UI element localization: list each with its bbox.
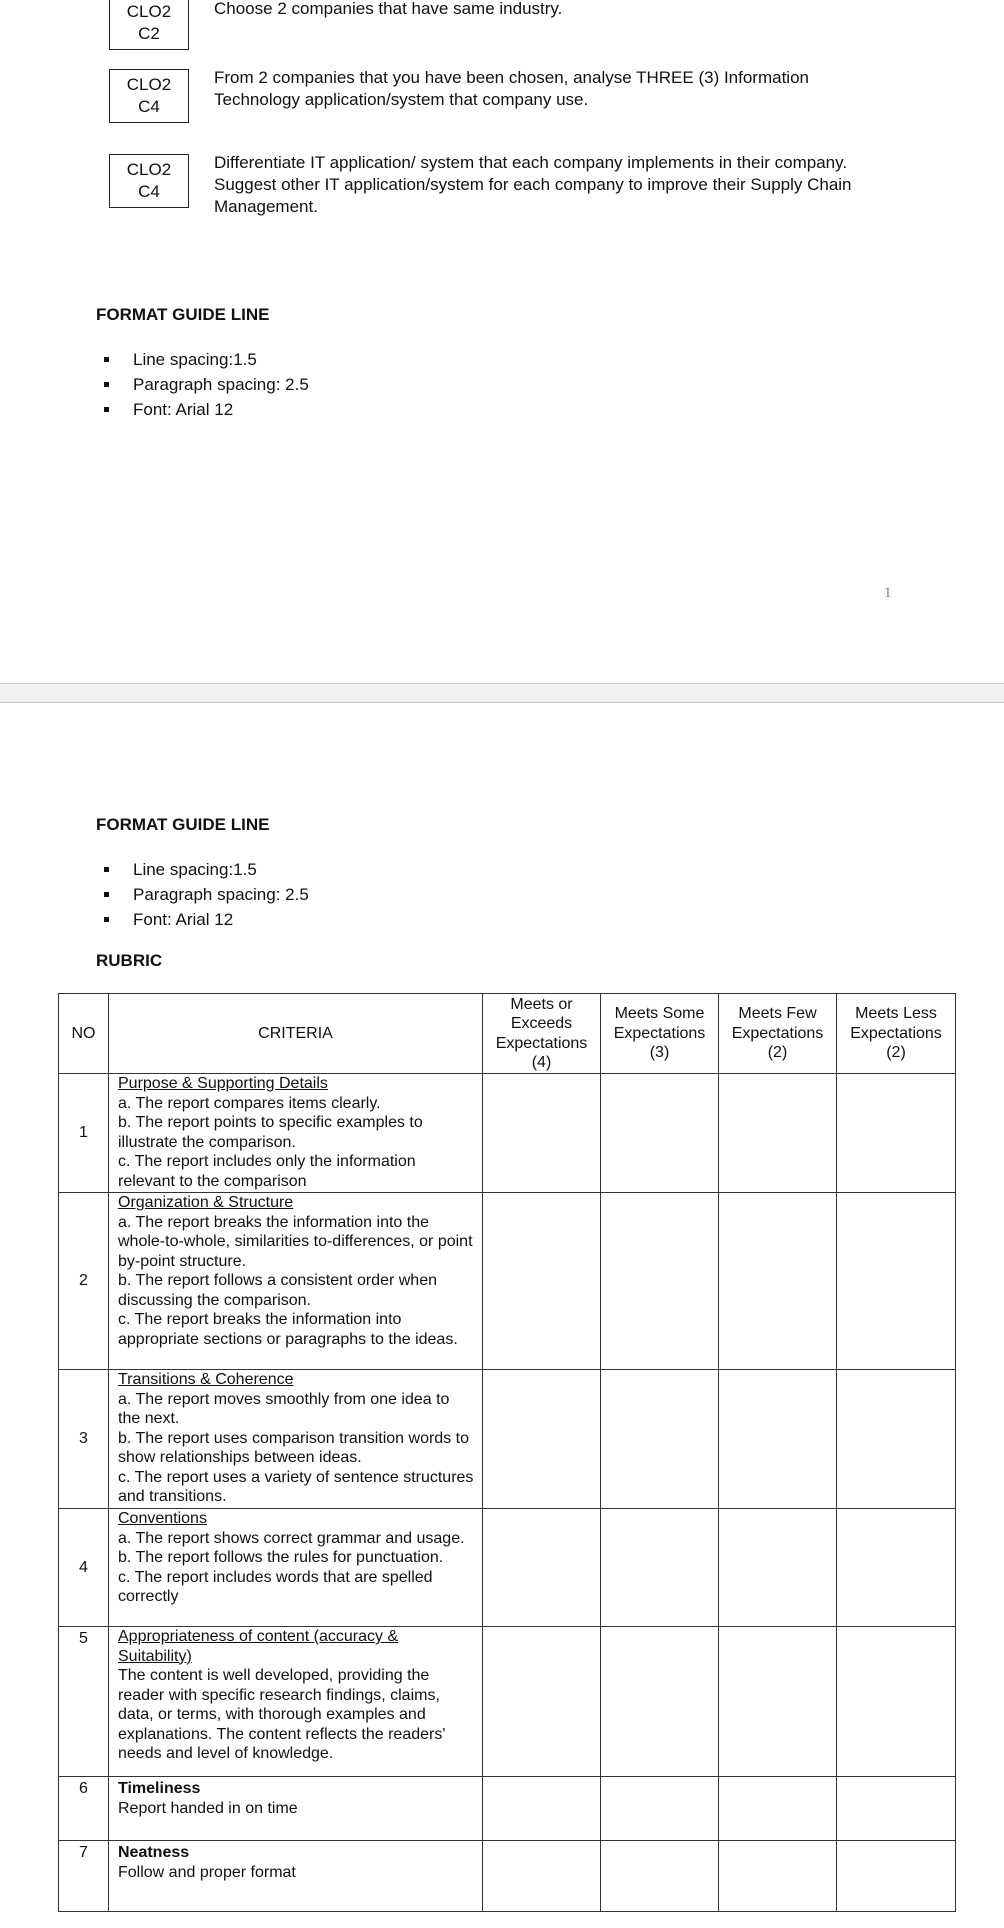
criteria-line: The content is well developed, providing the reader with specific research findings, claims, data, or terms, with thorough examples and explanations. The content reflects the readers' needs and level of knowledge. — [118, 1667, 446, 1762]
page-separator — [0, 683, 1004, 703]
criteria-title: Purpose & Supporting Details — [118, 1075, 328, 1092]
criteria-line: c. The report breaks the information into appropriate sections or paragraphs to the ideas. — [118, 1311, 458, 1348]
criteria-line: a. The report moves smoothly from one idea to the next. — [118, 1390, 450, 1427]
criteria-cell — [109, 1509, 483, 1627]
criteria-line: b. The report points to specific examples to illustrate the comparison. — [118, 1114, 423, 1151]
score-cell[interactable] — [837, 1370, 956, 1509]
row-number: 1 — [59, 1074, 109, 1193]
score-cell[interactable] — [601, 1509, 719, 1627]
score-cell[interactable] — [483, 1777, 601, 1841]
score-cell[interactable] — [483, 1509, 601, 1627]
clo-level: C4 — [138, 182, 160, 201]
row-number: 5 — [59, 1627, 109, 1777]
score-cell[interactable] — [483, 1074, 601, 1193]
clo-code: CLO2 — [126, 2, 172, 21]
table-row — [59, 1370, 956, 1509]
score-cell[interactable] — [719, 1777, 837, 1841]
clo-description-line: Differentiate IT application/ system that each company implements in their company. — [214, 153, 848, 172]
table-row — [59, 1777, 956, 1841]
criteria-cell — [109, 1193, 483, 1370]
clo-code: CLO2 — [126, 75, 172, 94]
clo-description-line: From 2 companies that you have been chosen, analyse THREE (3) Information Technology application/system that company use. — [214, 68, 809, 109]
criteria-cell — [109, 1627, 483, 1777]
criteria-line: b. The report follows the rules for punctuation. — [118, 1549, 444, 1566]
score-cell[interactable] — [719, 1627, 837, 1777]
header-meets-less: Meets Less Expectations (2) — [837, 994, 956, 1074]
list-item: Font: Arial 12 — [100, 397, 309, 422]
score-cell[interactable] — [837, 1074, 956, 1193]
format-guide-list — [100, 347, 309, 422]
format-guide-heading: FORMAT GUIDE LINE — [96, 815, 270, 834]
criteria-title: Appropriateness of content (accuracy & Suitability) — [118, 1628, 399, 1665]
criteria-line: c. The report includes only the information relevant to the comparison — [118, 1153, 416, 1190]
score-cell[interactable] — [719, 1509, 837, 1627]
score-cell[interactable] — [719, 1370, 837, 1509]
score-cell[interactable] — [483, 1370, 601, 1509]
table-row — [59, 1841, 956, 1912]
score-cell[interactable] — [837, 1777, 956, 1841]
row-number: 6 — [59, 1777, 109, 1841]
document-page-1 — [0, 0, 1004, 683]
document-page-2 — [0, 703, 1004, 1928]
score-cell[interactable] — [601, 1627, 719, 1777]
clo-description — [214, 0, 894, 20]
header-meets-few: Meets Few Expectations (2) — [719, 994, 837, 1074]
clo-level: C2 — [138, 24, 160, 43]
format-guide-heading: FORMAT GUIDE LINE — [96, 305, 270, 324]
criteria-line: b. The report uses comparison transition words to show relationships between ideas. — [118, 1429, 469, 1466]
header-meets-or-exceeds: Meets or Exceeds Expectations (4) — [483, 994, 601, 1074]
row-number: 2 — [59, 1193, 109, 1370]
criteria-title: Neatness — [118, 1844, 190, 1861]
score-cell[interactable] — [483, 1841, 601, 1912]
score-cell[interactable] — [601, 1074, 719, 1193]
criteria-line: Report handed in on time — [118, 1799, 298, 1817]
clo-description-line: Choose 2 companies that have same industry. — [214, 0, 563, 18]
criteria-cell — [109, 1777, 483, 1841]
score-cell[interactable] — [719, 1193, 837, 1370]
clo-description-line: Suggest other IT application/system for each company to improve their Supply Chain Management. — [214, 175, 852, 216]
row-number: 3 — [59, 1370, 109, 1509]
clo-level: C4 — [138, 97, 160, 116]
criteria-line: Follow and proper format — [118, 1863, 296, 1881]
row-number: 7 — [59, 1841, 109, 1912]
clo-description — [214, 67, 894, 111]
list-item: Paragraph spacing: 2.5 — [100, 882, 309, 907]
score-cell[interactable] — [719, 1074, 837, 1193]
rubric-heading: RUBRIC — [96, 951, 163, 970]
criteria-line: a. The report breaks the information into the whole-to-whole, similarities to-differences, or point by-point structure. — [118, 1213, 473, 1270]
row-number: 4 — [59, 1509, 109, 1627]
table-row — [59, 1627, 956, 1777]
score-cell[interactable] — [601, 1193, 719, 1370]
criteria-title: Conventions — [118, 1510, 207, 1527]
score-cell[interactable] — [601, 1370, 719, 1509]
clo-code-box — [109, 0, 189, 50]
criteria-cell — [109, 1370, 483, 1509]
score-cell[interactable] — [837, 1509, 956, 1627]
clo-description — [214, 152, 894, 218]
criteria-line: b. The report follows a consistent order when discussing the comparison. — [118, 1272, 437, 1309]
list-item: Font: Arial 12 — [100, 907, 309, 932]
score-cell[interactable] — [719, 1841, 837, 1912]
header-no: NO — [59, 994, 109, 1074]
clo-code-box — [109, 69, 189, 123]
rubric-table — [58, 993, 956, 1912]
list-item: Paragraph spacing: 2.5 — [100, 372, 309, 397]
clo-code-box — [109, 154, 189, 208]
list-item: Line spacing:1.5 — [100, 347, 309, 372]
page-number: 1 — [884, 585, 892, 601]
format-guide-list — [100, 857, 309, 932]
criteria-line: c. The report uses a variety of sentence structures and transitions. — [118, 1468, 474, 1505]
criteria-cell — [109, 1841, 483, 1912]
table-row — [59, 1074, 956, 1193]
clo-code: CLO2 — [126, 160, 172, 179]
score-cell[interactable] — [837, 1193, 956, 1370]
table-header-row — [59, 994, 956, 1074]
list-item: Line spacing:1.5 — [100, 857, 309, 882]
score-cell[interactable] — [837, 1841, 956, 1912]
table-row — [59, 1193, 956, 1370]
score-cell[interactable] — [601, 1841, 719, 1912]
header-criteria: CRITERIA — [109, 994, 483, 1074]
criteria-line: a. The report shows correct grammar and usage. — [118, 1529, 465, 1547]
score-cell[interactable] — [483, 1193, 601, 1370]
header-meets-some: Meets Some Expectations (3) — [601, 994, 719, 1074]
criteria-line: c. The report includes words that are spelled correctly — [118, 1568, 433, 1605]
criteria-title: Transitions & Coherence — [118, 1371, 294, 1388]
table-row — [59, 1509, 956, 1627]
criteria-cell — [109, 1074, 483, 1193]
score-cell[interactable] — [483, 1627, 601, 1777]
criteria-title: Timeliness — [118, 1780, 201, 1797]
criteria-title: Organization & Structure — [118, 1194, 294, 1211]
criteria-line: a. The report compares items clearly. — [118, 1094, 381, 1112]
score-cell[interactable] — [601, 1777, 719, 1841]
score-cell[interactable] — [837, 1627, 956, 1777]
